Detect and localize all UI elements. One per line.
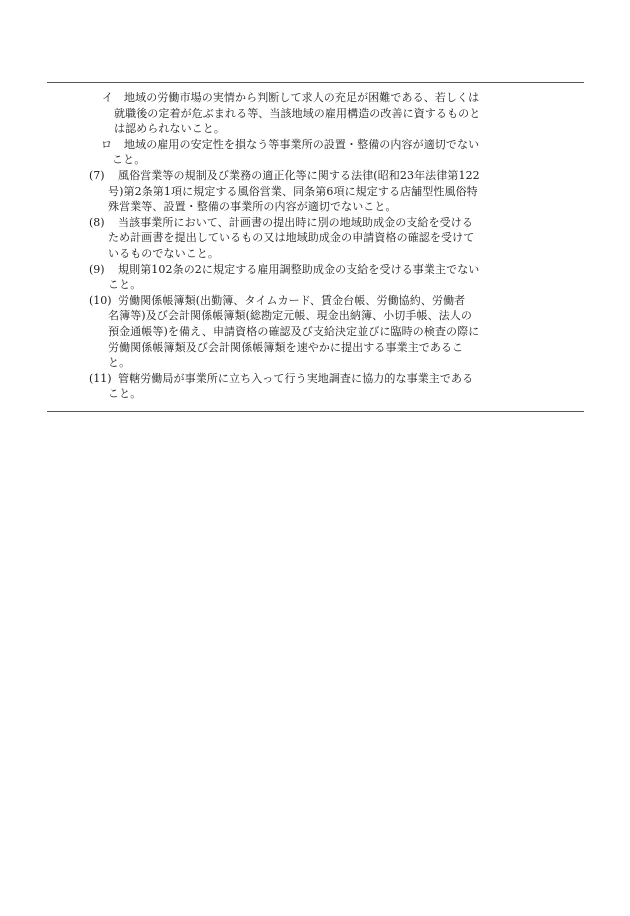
item-marker: (9) xyxy=(89,262,105,276)
item-marker: ロ xyxy=(101,137,112,151)
text-line: 風俗営業等の規制及び業務の適正化等に関する法律(昭和23年法律第122 xyxy=(118,168,480,182)
text-line: は認められないこと。 xyxy=(114,122,225,136)
list-item-9 xyxy=(0,262,630,293)
list-item-i xyxy=(0,90,630,137)
item-marker: (11) xyxy=(89,371,112,385)
text-line: 規則第102条の2に規定する雇用調整助成金の支給を受ける事業主でない xyxy=(118,262,480,276)
list-item-8 xyxy=(0,215,630,262)
text-line: 労働関係帳簿類及び会計関係帳簿類を速やかに提出する事業主であるこ xyxy=(108,340,464,354)
document-body xyxy=(0,90,630,402)
list-item-11 xyxy=(0,371,630,402)
list-item-ro xyxy=(0,137,630,168)
text-line: こと。 xyxy=(108,278,142,292)
text-line: 管轄労働局が事業所に立ち入って行う実地調査に協力的な事業主である xyxy=(118,371,474,385)
text-line: 預金通帳等)を備え、申請資格の確認及び支給決定並びに臨時の検査の際に xyxy=(108,324,480,338)
item-text xyxy=(108,293,508,371)
item-text xyxy=(108,168,508,215)
text-line: 名簿等)及び会計関係帳簿類(総勘定元帳、現金出納簿、小切手帳、法人の xyxy=(108,309,472,323)
text-line: こと。 xyxy=(108,387,142,401)
text-line: 地域の雇用の安定性を損なう等事業所の設置・整備の内容が適切でない xyxy=(124,137,480,151)
text-line: と。 xyxy=(108,356,131,370)
bottom-rule xyxy=(47,411,584,412)
text-line: 就職後の定着が危ぶまれる等、当該地域の雇用構造の改善に資するものと xyxy=(114,106,481,120)
item-marker: (8) xyxy=(89,215,105,229)
text-line: 殊営業等、設置・整備の事業所の内容が適切でないこと。 xyxy=(108,200,397,214)
item-marker: (10) xyxy=(89,293,112,307)
item-marker: イ xyxy=(102,91,113,104)
list-item-7 xyxy=(0,168,630,215)
item-text xyxy=(114,90,510,137)
list-item-10 xyxy=(0,293,630,371)
item-text xyxy=(108,215,508,262)
text-line: 労働関係帳簿類(出勤簿、タイムカード、賃金台帳、労働協約、労働者 xyxy=(118,293,466,307)
text-line: ため計画書を提出しているもの又は地域助成金の申請資格の確認を受けて xyxy=(108,231,475,245)
text-line: こと。 xyxy=(112,153,146,167)
text-line: 号)第2条第1項に規定する風俗営業、同条第6項に規定する店舗型性風俗特 xyxy=(108,184,478,198)
item-text xyxy=(112,137,510,168)
text-line: 当該事業所において、計画書の提出時に別の地域助成金の支給を受ける xyxy=(118,215,473,229)
text-line: 地域の労働市場の実情から判断して求人の充足が困難である、若しくは xyxy=(124,91,480,104)
item-marker: (7) xyxy=(89,168,105,182)
text-line: いるものでないこと。 xyxy=(108,246,219,260)
top-rule xyxy=(47,82,584,83)
item-text xyxy=(108,262,508,293)
item-text xyxy=(108,371,508,402)
